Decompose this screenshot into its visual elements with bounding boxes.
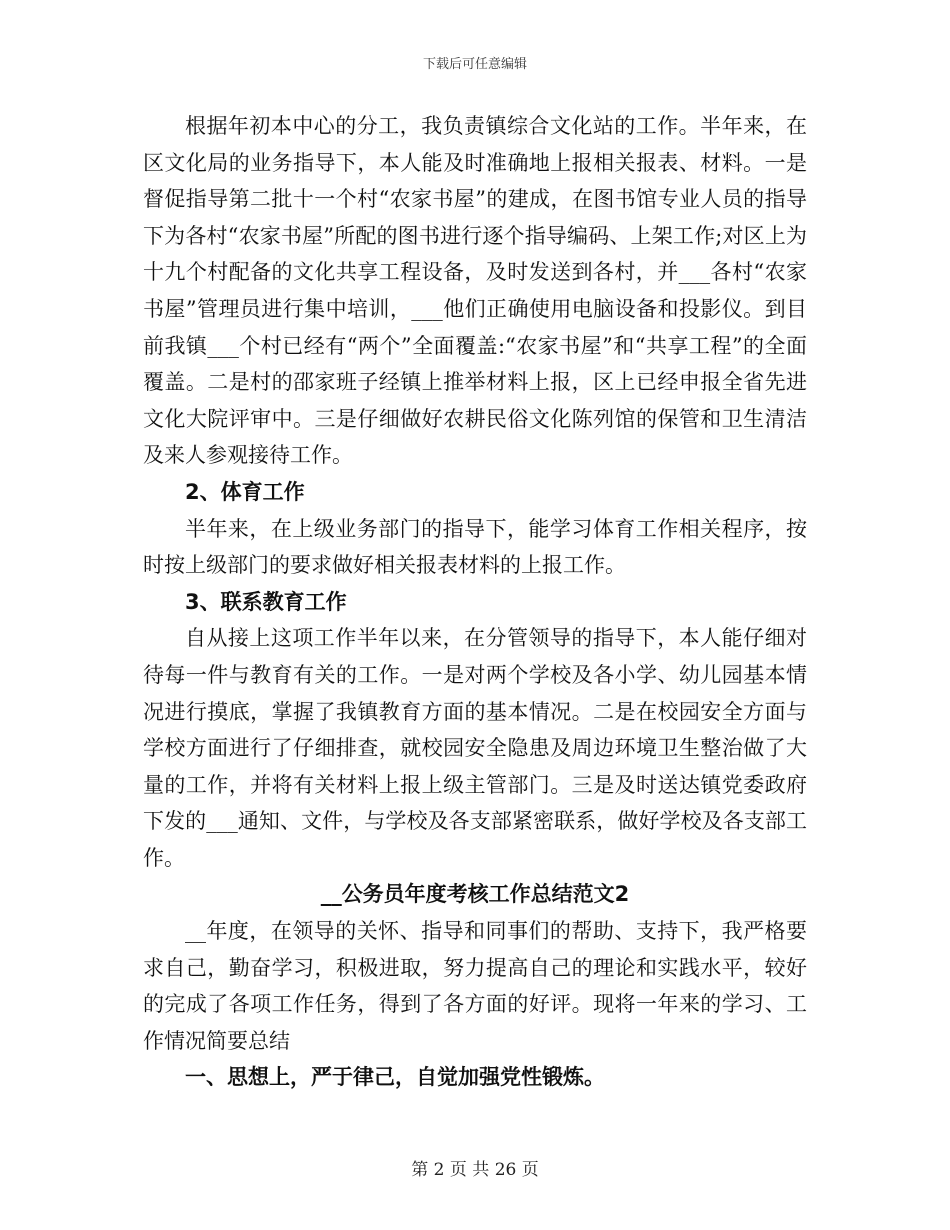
paragraph-annual-intro: __年度，在领导的关怀、指导和同事们的帮助、支持下，我严格要求自己，勤奋学习，积极进取，努力提高自己的理论和实践水平，较好的完成了各项工作任务，得到了各方面的好评。现将一年来的学习、工作情况简要总结 [143, 919, 807, 1053]
paragraph-culture-work: 根据年初本中心的分工，我负责镇综合文化站的工作。半年来，在区文化局的业务指导下，本人能及时准确地上报相关报表、材料。一是督促指导第二批十一个村“农家书屋”的建成，在图书馆专业人员的指导下为各村“农家书屋”所配的图书进行逐个指导编码、上架工作;对区上为十九个村配备的文化共享工程设备，及时发送到各村，并___各村“农家书屋”管理员进行集中培训，___他们正确使用电脑设备和投影仪。到目前我镇___个村已经有“两个”全面覆盖:“农家书屋”和“共享工程”的全面覆盖。二是村的邵家班子经镇上推举材料上报，区上已经申报全省先进文化大院评审中。三是仔细做好农耕民俗文化陈列馆的保管和卫生清洁及来人参观接待工作。 [143, 114, 807, 468]
page-number: 第 2 页 共 26 页 [411, 1160, 539, 1180]
paragraph-education-work: 自从接上这项工作半年以来，在分管领导的指导下，本人能仔细对待每一件与教育有关的工作。一是对两个学校及各小学、幼儿园基本情况进行摸底，掌握了我镇教育方面的基本情况。二是在校园安全方面与学校方面进行了仔细排查，就校园安全隐患及周边环境卫生整治做了大量的工作，并将有关材料上报上级主管部门。三是及时送达镇党委政府下发的___通知、文件，与学校及各支部紧密联系，做好学校及各支部工作。 [143, 626, 807, 870]
article-title-2: __公务员年度考核工作总结范文2 [320, 882, 630, 907]
document-body [143, 108, 807, 1096]
section-heading-sports: 2、体育工作 [185, 479, 305, 504]
paragraph-sports-work: 半年来，在上级业务部门的指导下，能学习体育工作相关程序，按时按上级部门的要求做好相关报表材料的上报工作。 [143, 516, 807, 578]
section-heading-ideology: 一、思想上，严于律己，自觉加强党性锻炼。 [185, 1065, 605, 1090]
section-heading-education: 3、联系教育工作 [185, 589, 347, 614]
page-header-note: 下载后可任意编辑 [422, 57, 527, 72]
